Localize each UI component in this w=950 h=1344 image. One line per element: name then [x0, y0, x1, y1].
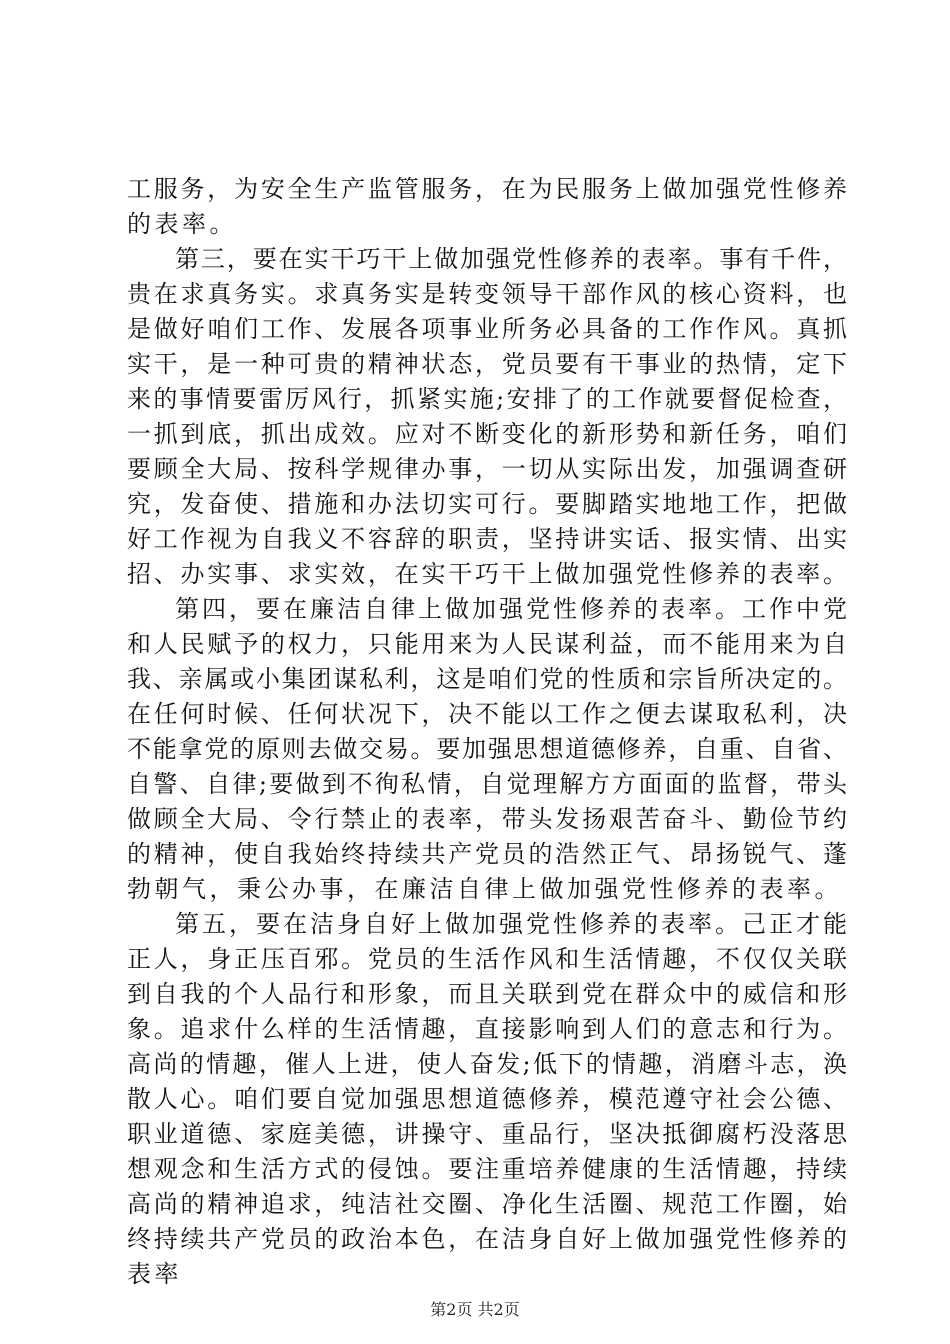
text-line: 做顾全大局、令行禁止的表率，带头发扬艰苦奋斗、勤俭节约 [127, 805, 847, 833]
text-line: 第四，要在廉洁自律上做加强党性修养的表率。工作中党 [175, 595, 847, 623]
text-line: 是做好咱们工作、发展各项事业所务必具备的工作作风。真抓 [127, 315, 847, 343]
text-line: 第三，要在实干巧干上做加强党性修养的表率。事有千件， [175, 245, 847, 273]
text-line: 好工作视为自我义不容辞的职责，坚持讲实话、报实情、出实 [127, 525, 847, 553]
text-line: 自警、自律;要做到不徇私情，自觉理解方方面面的监督，带头 [127, 770, 847, 798]
text-line: 散人心。咱们要自觉加强思想道德修养，模范遵守社会公德、 [127, 1085, 847, 1113]
text-line: 正人，身正压百邪。党员的生活作风和生活情趣，不仅仅关联 [127, 945, 847, 973]
text-line: 高尚的精神追求，纯洁社交圈、净化生活圈、规范工作圈，始 [127, 1190, 847, 1218]
text-line: 贵在求真务实。求真务实是转变领导干部作风的核心资料，也 [127, 280, 847, 308]
text-line: 工服务，为安全生产监管服务，在为民服务上做加强党性修养 [127, 175, 847, 203]
text-line: 招、办实事、求实效，在实干巧干上做加强党性修养的表率。 [127, 560, 847, 588]
text-line: 高尚的情趣，催人上进，使人奋发;低下的情趣，消磨斗志，涣 [127, 1050, 847, 1078]
page-footer: 第2页 共2页 [430, 1300, 520, 1319]
text-line: 和人民赋予的权力，只能用来为人民谋利益，而不能用来为自 [127, 630, 847, 658]
text-line: 不能拿党的原则去做交易。要加强思想道德修养，自重、自省、 [127, 735, 847, 763]
text-line: 要顾全大局、按科学规律办事，一切从实际出发，加强调查研 [127, 455, 847, 483]
text-line: 我、亲属或小集团谋私利，这是咱们党的性质和宗旨所决定的。 [127, 665, 847, 693]
text-line: 来的事情要雷厉风行，抓紧实施;安排了的工作就要督促检查， [127, 385, 847, 413]
text-line: 表率 [127, 1260, 182, 1288]
text-line: 的精神，使自我始终持续共产党员的浩然正气、昂扬锐气、蓬 [127, 840, 847, 868]
text-line: 的表率。 [127, 210, 237, 238]
text-line: 职业道德、家庭美德，讲操守、重品行，坚决抵御腐朽没落思 [127, 1120, 847, 1148]
document-body [127, 172, 847, 1292]
text-line: 到自我的个人品行和形象，而且关联到党在群众中的威信和形 [127, 980, 847, 1008]
text-line: 勃朝气，秉公办事，在廉洁自律上做加强党性修养的表率。 [127, 875, 842, 903]
text-line: 实干，是一种可贵的精神状态，党员要有干事业的热情，定下 [127, 350, 847, 378]
text-line: 究，发奋使、措施和办法切实可行。要脚踏实地地工作，把做 [127, 490, 847, 518]
text-line: 在任何时候、任何状况下，决不能以工作之便去谋取私利，决 [127, 700, 847, 728]
text-line: 想观念和生活方式的侵蚀。要注重培养健康的生活情趣，持续 [127, 1155, 847, 1183]
text-line: 终持续共产党员的政治本色，在洁身自好上做加强党性修养的 [127, 1225, 847, 1253]
text-line: 象。追求什么样的生活情趣，直接影响到人们的意志和行为。 [127, 1015, 847, 1043]
text-line: 一抓到底，抓出成效。应对不断变化的新形势和新任务，咱们 [127, 420, 847, 448]
text-line: 第五，要在洁身自好上做加强党性修养的表率。己正才能 [175, 910, 847, 938]
